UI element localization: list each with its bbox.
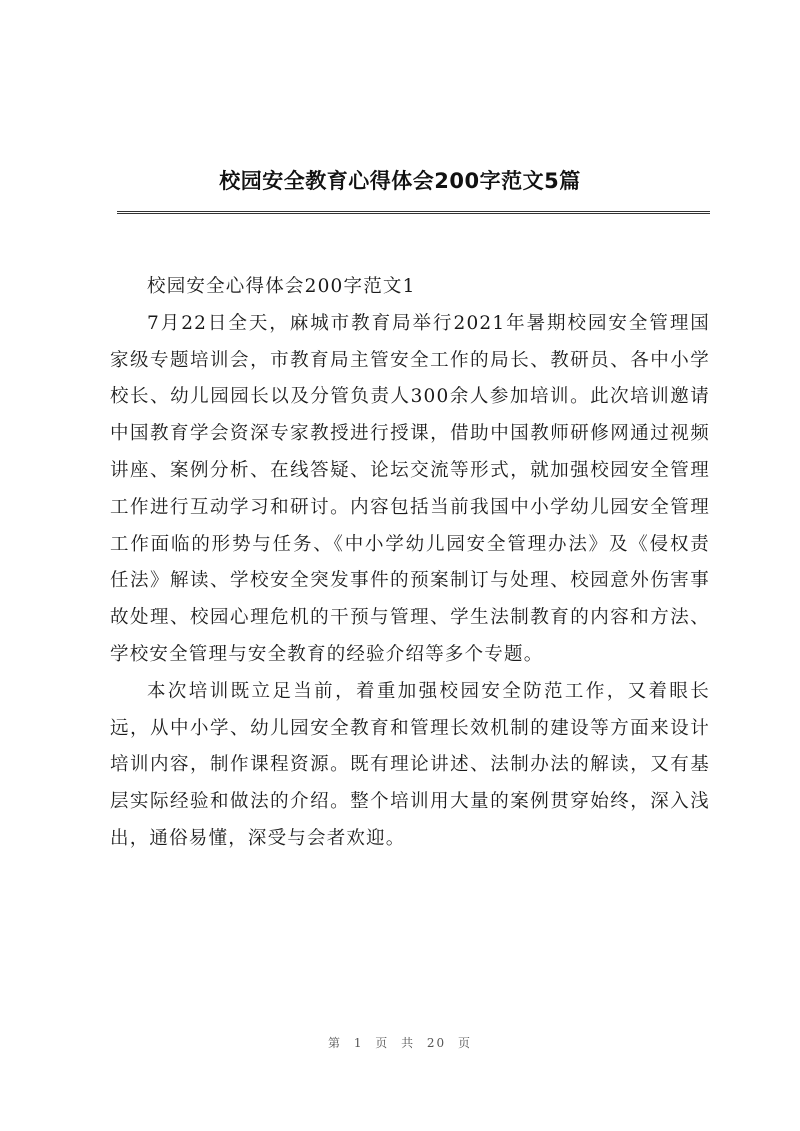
page-footer: 第 1 页 共 20 页	[328, 1036, 472, 1050]
page-title: 校园安全教育心得体会200字范文5篇	[219, 169, 581, 193]
title-divider	[117, 211, 710, 214]
paragraph: 7月22日全天，麻城市教育局举行2021年暑期校园安全管理国家级专题培训会，市教育局主管安全工作的局长、教研员、各中小学校长、幼儿园园长以及分管负责人300余人参加培训。此次培训邀请中国教育学会资深专家教授进行授课，借助中国教师研修网通过视频讲座、案例分析、在线答疑、论坛交流等形式，就加强校园安全管理工作进行互动学习和研讨。内容包括当前我国中小学幼儿园安全管理工作面临的形势与任务、《中小学幼儿园安全管理办法》及《侵权责任法》解读、学校安全突发事件的预案制订与处理、校园意外伤害事故处理、校园心理危机的干预与管理、学生法制教育的内容和方法、学校安全管理与安全教育的经验介绍等多个专题。	[110, 312, 710, 665]
paragraph: 本次培训既立足当前，着重加强校园安全防范工作，又着眼长远，从中小学、幼儿园安全教育和管理长效机制的建设等方面来设计培训内容，制作课程资源。既有理论讲述、法制办法的解读，又有基层实际经验和做法的介绍。整个培训用大量的案例贯穿始终，深入浅出，通俗易懂，深受与会者欢迎。	[110, 680, 710, 849]
section-heading: 校园安全心得体会200字范文1	[147, 276, 416, 297]
document-body	[110, 269, 710, 858]
